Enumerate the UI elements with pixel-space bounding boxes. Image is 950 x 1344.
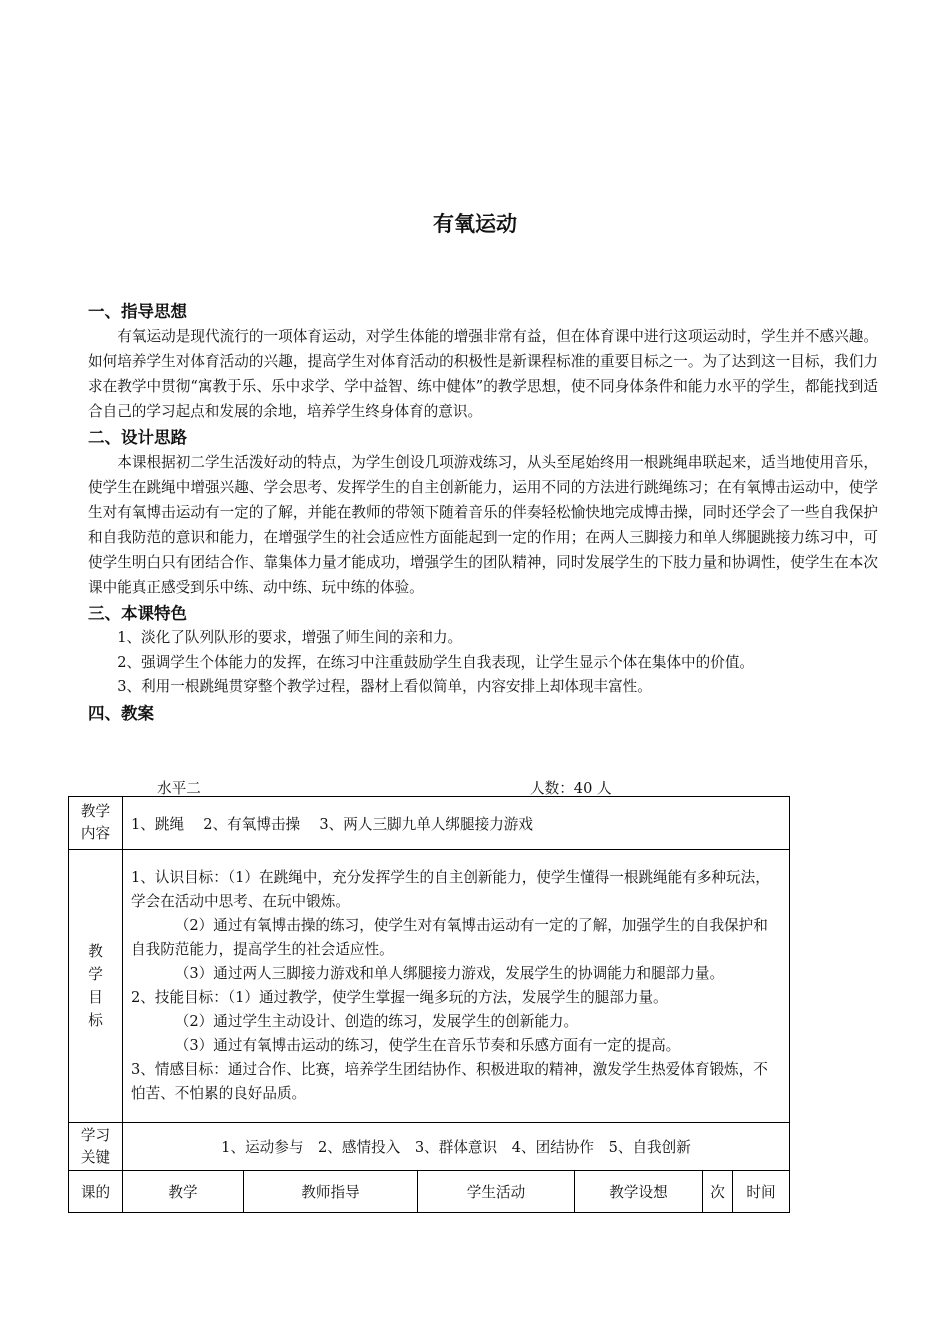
header-cell: 次 xyxy=(703,1171,733,1213)
header-cell: 教学设想 xyxy=(575,1171,703,1213)
header-cell: 教学 xyxy=(123,1171,244,1213)
goal-line: （3）通过两人三脚接力游戏和单人绑腿接力游戏，发展学生的协调能力和腿部力量。 xyxy=(174,965,725,982)
goals-label xyxy=(69,850,123,1123)
section-heading-lesson-plan: 四、教案 xyxy=(88,703,154,723)
lesson-plan-table xyxy=(68,796,790,1213)
label-char: 标 xyxy=(88,1012,103,1029)
page-title: 有氧运动 xyxy=(433,212,517,236)
section-heading-features: 三、本课特色 xyxy=(88,604,187,623)
feature-item: 3、利用一根跳绳贯穿整个教学过程，器材上看似简单，内容安排上却体现丰富性。 xyxy=(117,678,652,695)
label-line: 教学 xyxy=(80,803,111,820)
feature-item: 1、淡化了队列队形的要求，增强了师生间的亲和力。 xyxy=(117,629,463,646)
label-line: 关键 xyxy=(80,1148,111,1166)
content-label xyxy=(69,797,123,850)
header-cell: 课的 xyxy=(69,1171,123,1213)
section-heading-design: 二、设计思路 xyxy=(88,428,187,447)
feature-item: 2、强调学生个体能力的发挥，在练习中注重鼓励学生自我表现，让学生显示个体在集体中的价值。 xyxy=(117,653,755,671)
label-line: 学习 xyxy=(80,1126,111,1144)
header-cell: 学生活动 xyxy=(418,1171,575,1213)
goal-line: 1、认识目标：（1）在跳绳中，充分发挥学生的自主创新能力，使学生懂得一根跳绳能有多种玩法，学会在活动中思考、在玩中锻炼。 xyxy=(131,869,770,910)
goal-line: （3）通过有氧博击运动的练习，使学生在音乐节奏和乐感方面有一定的提高。 xyxy=(174,1037,681,1054)
goal-line: （2）通过有氧博击操的练习，使学生对有氧博击运动有一定的了解，加强学生的自我保护和自我防范能力，提高学生的社会适应性。 xyxy=(131,917,768,958)
section-heading-guiding-idea: 一、指导思想 xyxy=(88,302,187,321)
section-text-design: 本课根据初二学生活泼好动的特点，为学生创设几项游戏练习，从头至尾始终用一根跳绳串联起来，适当地使用音乐，使学生在跳绳中增强兴趣、学会思考、发挥学生的自主创新能力，运用不同的方法进行跳绳练习；在有氧博击运动中，使学生对有氧博击运动有一定的了解，并能在教师的带领下随着音乐的伴奏轻松愉快地完成博击操，同时还学会了一些自我保护和自我防范的意识和能力，在增强学生的社会适应性方面能起到一定的作用；在两人三脚接力和单人绑腿跳接力练习中，可使学生明白只有团结合作、靠集体力量才能成功，增强学生的团队精神，同时发展学生的下肢力量和协调性，使学生在本次课中能真正感受到乐中练、动中练、玩中练的体验。 xyxy=(88,454,878,596)
section-text-guiding-idea: 有氧运动是现代流行的一项体育运动，对学生体能的增强非常有益，但在体育课中进行这项运动时，学生并不感兴趣。如何培养学生对体育活动的兴趣，提高学生对体育活动的积极性是新课程标准的重要目标之一。为了达到这一目标，我们力求在教学中贯彻“寓教于乐、乐中求学、学中益智、练中健体”的教学思想，使不同身体条件和能力水平的学生，都能找到适合自己的学习起点和发展的余地，培养学生终身体育的意识。 xyxy=(88,328,878,420)
table-header-row xyxy=(69,1171,790,1213)
key-text: 1、运动参与 2、感情投入 3、群体意识 4、团结协作 5、自我创新 xyxy=(123,1123,790,1171)
header-cell: 时间 xyxy=(733,1171,790,1213)
label-char: 教 xyxy=(88,943,103,960)
key-label xyxy=(69,1123,123,1171)
label-char: 目 xyxy=(88,989,103,1006)
goal-line: （2）通过学生主动设计、创造的练习，发展学生的创新能力。 xyxy=(174,1013,579,1030)
goals-cell xyxy=(123,850,790,1123)
label-line: 内容 xyxy=(80,825,111,842)
level-label: 水平二 xyxy=(157,780,201,797)
table-row xyxy=(69,850,790,1123)
label-char: 学 xyxy=(88,966,103,983)
content-text: 1、跳绳 2、有氧博击操 3、两人三脚九单人绑腿接力游戏 xyxy=(123,797,790,850)
header-cell: 教师指导 xyxy=(244,1171,418,1213)
table-row xyxy=(69,1123,790,1171)
student-count: 人数：40 人 xyxy=(530,780,612,797)
goal-line: 2、技能目标：（1）通过教学，使学生掌握一绳多玩的方法，发展学生的腿部力量。 xyxy=(131,989,668,1006)
document-body xyxy=(88,298,878,726)
table-row xyxy=(69,797,790,850)
goal-line: 3、情感目标：通过合作、比赛，培养学生团结协作、积极进取的精神，激发学生热爱体育锻炼，不怕苦、不怕累的良好品质。 xyxy=(131,1061,768,1102)
